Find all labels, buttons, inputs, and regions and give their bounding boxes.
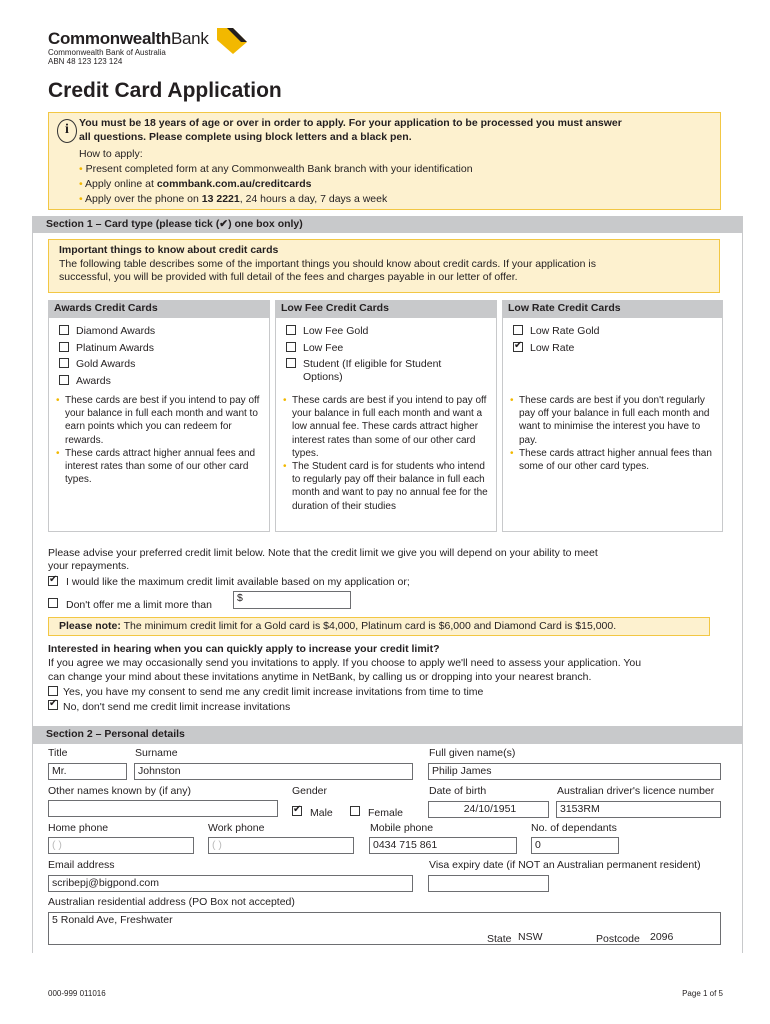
low-rate-gold-label: Low Rate Gold [530, 325, 600, 337]
limit-instructions: Please advise your preferred credit limit below. Note that the credit limit we give you will depend on your ability to meet your repayments. [48, 547, 598, 572]
address-label: Australian residential address (PO Box not accepted) [48, 896, 295, 908]
consent-no-label: No, don't send me credit limit increase invitations [63, 701, 291, 713]
postcode-label: Postcode [596, 933, 640, 945]
low-fee-gold-label: Low Fee Gold [303, 325, 369, 337]
awards-column [48, 317, 270, 532]
low-fee-label: Low Fee [303, 342, 344, 354]
gender-female-label: Female [368, 807, 404, 819]
lowfee-column-header: Low Fee Credit Cards [275, 300, 497, 317]
title-label: Title [48, 747, 68, 759]
home-phone-input[interactable]: ( ) [48, 837, 194, 854]
dob-label: Date of birth [429, 785, 487, 797]
low-fee-gold-checkbox[interactable] [286, 325, 296, 335]
low-rate-gold-checkbox[interactable] [513, 325, 523, 335]
diamond-awards-label: Diamond Awards [76, 325, 156, 337]
max-limit-label: I would like the maximum credit limit available based on my application or; [66, 576, 410, 588]
awards-description: • These cards are best if you intend to pay off your balance in full each month and want to earn points which you can redeem for rewards. • These cards attract higher annual fees and interest rates than some of our other card types. [56, 394, 261, 486]
gender-female-checkbox[interactable] [350, 806, 360, 816]
diamond-awards-checkbox[interactable] [59, 325, 69, 335]
given-names-label: Full given name(s) [429, 747, 516, 759]
important-things-panel: Important things to know about credit cards The following table describes some of the important things you should know about credit cards. If your application is successful, you will be provided with full detail of the fees and charges payable in our letter of offer. [48, 239, 720, 293]
consent-no-checkbox[interactable] [48, 700, 58, 710]
email-input[interactable]: scribepj@bigpond.com [48, 875, 413, 892]
page-number: Page 1 of 5 [682, 989, 723, 998]
limit-increase-title: Interested in hearing when you can quickly apply to increase your credit limit? [48, 643, 440, 655]
dependants-input[interactable]: 0 [531, 837, 619, 854]
how-bullet-online: • Apply online at commbank.com.au/creditcards [79, 178, 312, 190]
other-names-label: Other names known by (if any) [48, 785, 191, 797]
limit-increase-text: If you agree we may occasionally send you invitations to apply. If you choose to apply we'll need to assess your application. You can change your mind about these invitations anytime in NetBank, by calling us or dropping into your nearest branch. [48, 657, 642, 683]
low-rate-checkbox[interactable] [513, 342, 523, 352]
gold-awards-label: Gold Awards [76, 358, 136, 370]
commbank-diamond-logo-icon [213, 24, 249, 56]
visa-label: Visa expiry date (if NOT an Australian permanent resident) [429, 859, 701, 871]
student-label: Student (If eligible for Student Options) [303, 358, 442, 383]
low-fee-checkbox[interactable] [286, 342, 296, 352]
limit-cap-checkbox[interactable] [48, 598, 58, 608]
address-input[interactable]: 5 Ronald Ave, Freshwater [48, 912, 721, 945]
licence-input[interactable]: 3153RM [556, 801, 721, 818]
how-bullet-phone: • Apply over the phone on 13 2221, 24 hours a day, 7 days a week [79, 193, 388, 205]
dob-input[interactable]: 24/10/1951 [428, 801, 549, 818]
platinum-awards-label: Platinum Awards [76, 342, 155, 354]
given-names-input[interactable]: Philip James [428, 763, 721, 780]
section-2-header: Section 2 – Personal details [32, 726, 743, 743]
bank-entity: Commonwealth Bank of Australia [48, 48, 166, 57]
surname-input[interactable]: Johnston [134, 763, 413, 780]
other-names-input[interactable] [48, 800, 278, 817]
minimum-limit-note: Please note: The minimum credit limit for a Gold card is $4,000, Platinum card is $6,000 and Diamond Card is $15,000. [48, 617, 710, 636]
awards-label: Awards [76, 375, 111, 387]
lowrate-column-header: Low Rate Credit Cards [502, 300, 723, 317]
lowrate-description: • These cards are best if you don't regularly pay off your balance in full each month and want to minimise the interest you have to pay. • These cards attract higher annual fees than some of our other card types. [510, 394, 715, 473]
student-checkbox[interactable] [286, 358, 296, 368]
state-label: State [487, 933, 512, 945]
gender-male-checkbox[interactable] [292, 806, 302, 816]
postcode-value[interactable]: 2096 [650, 931, 674, 943]
online-link[interactable]: commbank.com.au/creditcards [156, 178, 312, 190]
gold-awards-checkbox[interactable] [59, 358, 69, 368]
form-code: 000-999 011016 [48, 989, 106, 998]
section-1-header: Section 1 – Card type (please tick (✔) one box only) [32, 216, 743, 233]
visa-input[interactable] [428, 875, 549, 892]
state-value[interactable]: NSW [518, 931, 543, 943]
surname-label: Surname [135, 747, 178, 759]
lowfee-column [275, 317, 497, 532]
licence-label: Australian driver's licence number [557, 785, 715, 797]
platinum-awards-checkbox[interactable] [59, 342, 69, 352]
low-rate-label: Low Rate [530, 342, 575, 354]
max-limit-checkbox[interactable] [48, 576, 58, 586]
awards-column-header: Awards Credit Cards [48, 300, 270, 317]
email-label: Email address [48, 859, 115, 871]
page-title: Credit Card Application [48, 79, 282, 102]
intro-line-1: You must be 18 years of age or over in order to apply. For your application to be processed you must answer [79, 117, 622, 129]
limit-cap-label: Don't offer me a limit more than [66, 599, 212, 611]
intro-panel [48, 112, 721, 210]
home-phone-label: Home phone [48, 822, 109, 834]
awards-checkbox[interactable] [59, 375, 69, 385]
consent-yes-checkbox[interactable] [48, 686, 58, 696]
bank-abn: ABN 48 123 123 124 [48, 57, 123, 66]
info-icon: i [57, 119, 77, 143]
limit-amount-input[interactable]: $ [233, 591, 351, 609]
mobile-phone-label: Mobile phone [370, 822, 434, 834]
gender-label: Gender [292, 785, 328, 797]
intro-line-2: all questions. Please complete using block letters and a black pen. [79, 130, 412, 143]
how-bullet-branch: • Present completed form at any Commonwealth Bank branch with your identification [79, 163, 473, 175]
mobile-phone-input[interactable]: 0434 715 861 [369, 837, 517, 854]
work-phone-label: Work phone [208, 822, 265, 834]
brand-name: CommonwealthBank [48, 29, 209, 48]
lowrate-column [502, 317, 723, 532]
work-phone-input[interactable]: ( ) [208, 837, 354, 854]
title-input[interactable]: Mr. [48, 763, 127, 780]
consent-yes-label: Yes, you have my consent to send me any credit limit increase invitations from time to time [63, 686, 484, 698]
how-to-apply: How to apply: [79, 148, 143, 160]
dependants-label: No. of dependants [531, 822, 617, 834]
lowfee-description: • These cards are best if you intend to pay off your balance in full each month and want a low annual fee. These cards attract higher interest rates than some of our other card types. • The Student card is for students who intend to regularly pay off their balance in full each month and want to pay no annual fee for the duration of their studies [283, 394, 488, 513]
gender-male-label: Male [310, 807, 333, 819]
